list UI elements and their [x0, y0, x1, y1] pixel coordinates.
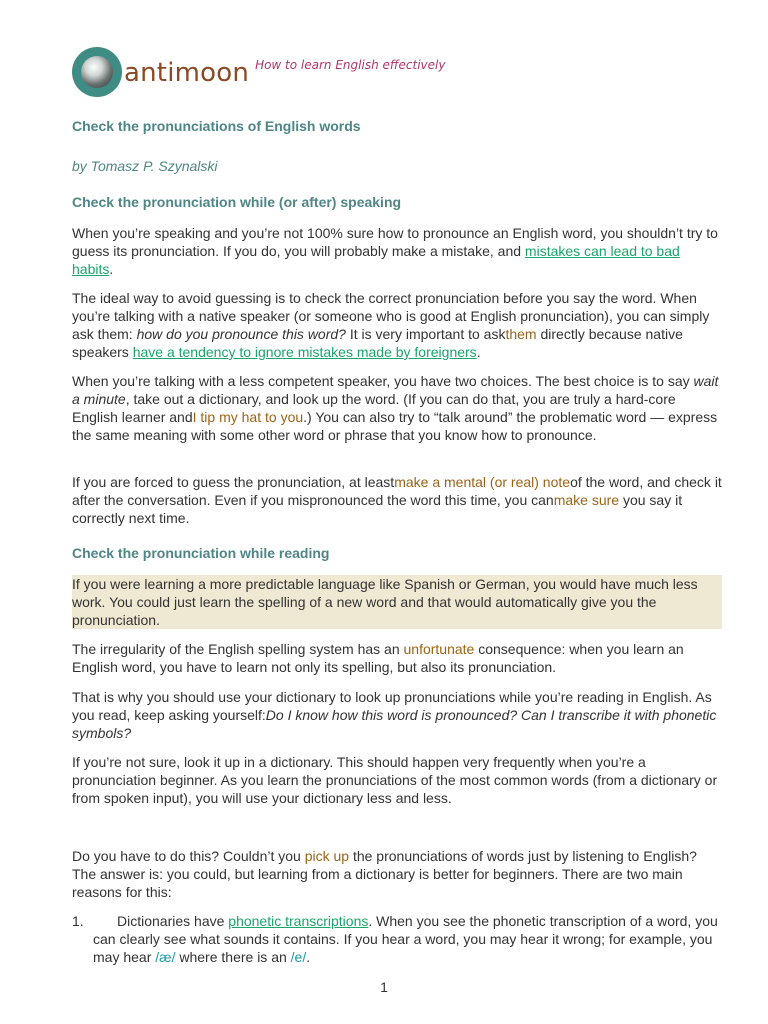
term-pick-up[interactable]: pick up — [304, 848, 350, 864]
paragraph: If you’re not sure, look it up in a dictionary. This should happen very frequently when you’re a pronunciation beginner. As you learn the pronunciations of the most common words (from a dictionary or from spoken input), you will use your dictionary less and less. — [72, 754, 718, 806]
paragraph: If you are forced to guess the pronunciation, at leastmake a mental (or real) noteof the word, and check it after the conversation. Even if you mispronounced the word this time, you canmake sure you say it correctly next time. — [72, 474, 722, 526]
tagline: How to learn English effectively — [255, 58, 446, 72]
phonetic-symbol-e[interactable]: /e/ — [290, 949, 307, 965]
moon-logo-icon — [72, 47, 122, 97]
paragraph: That is why you should use your dictionary to look up pronunciations while you’re reading in English. As you read, keep asking yourself:Do I know how this word is pronounced? Can I transcribe it with phonetic symbols? — [72, 689, 717, 741]
term-make-sure[interactable]: make sure — [553, 492, 620, 508]
section-heading-reading: Check the pronunciation while reading — [72, 545, 330, 561]
paragraph: The irregularity of the English spelling system has an unfortunate consequence: when you learn an English word, you have to learn not only its spelling, but also its pronunciation. — [72, 641, 684, 675]
list-item: 1. Dictionaries have phonetic transcriptions. When you see the phonetic transcription of a word, you can clearly see what sounds it contains. If you hear a word, you may hear it wrong; for example, you may hear /æ/ where there is an /e/. — [72, 913, 718, 965]
paragraph: When you’re talking with a less competent speaker, you have two choices. The best choice is to say wait a minute, take out a dictionary, and look up the word. (If you can do that, you are truly a hard-core English learner andI tip my hat to you.) You can also try to “talk around” the problematic word — express the same meaning with some other word or phrase that you know how to pronounce. — [72, 373, 719, 443]
link-phonetic-transcriptions[interactable]: phonetic transcriptions — [228, 913, 369, 929]
brand-name: antimoon — [124, 58, 250, 88]
site-logo[interactable] — [72, 46, 445, 98]
phonetic-symbol-ae[interactable]: /æ/ — [155, 949, 176, 965]
paragraph: Do you have to do this? Couldn’t you pick up the pronunciations of words just by listening to English? The answer is: you could, but learning from a dictionary is better for beginners. There are two main reasons for this: — [72, 848, 697, 900]
reasons-list — [72, 912, 724, 966]
article-title: Check the pronunciations of English words — [72, 118, 361, 134]
term-tip-hat[interactable]: I tip my hat to you — [192, 409, 304, 425]
author-byline: by Tomasz P. Szynalski — [72, 158, 218, 174]
paragraph: When you’re speaking and you’re not 100% sure how to pronounce an English word, you shouldn’t try to guess its pronunciation. If you do, you will probably make a mistake, and mistakes can lead to bad habits. — [72, 225, 718, 277]
term-them[interactable]: them — [505, 326, 537, 342]
paragraph: The ideal way to avoid guessing is to check the correct pronunciation before you say the word. When you’re talking with a native speaker (or someone who is good at English pronunciation), you can simply ask them: how do you pronounce this word? It is very important to askthem directly because native speakers have a tendency to ignore mistakes made by foreigners. — [72, 290, 710, 360]
link-mistakes-bad-habits[interactable]: mistakes can lead to bad habits — [72, 243, 680, 277]
link-ignore-mistakes[interactable]: have a tendency to ignore mistakes made by foreigners — [132, 344, 477, 360]
term-unfortunate[interactable]: unfortunate — [403, 641, 475, 657]
page-number: 1 — [380, 979, 388, 995]
section-heading-speaking: Check the pronunciation while (or after) speaking — [72, 194, 402, 210]
term-mental-note[interactable]: make a mental (or real) note — [394, 474, 571, 490]
highlighted-paragraph: If you were learning a more predictable language like Spanish or German, you would have much less work. You could just learn the spelling of a new word and that would automatically give you the pronunciation. — [72, 575, 722, 629]
